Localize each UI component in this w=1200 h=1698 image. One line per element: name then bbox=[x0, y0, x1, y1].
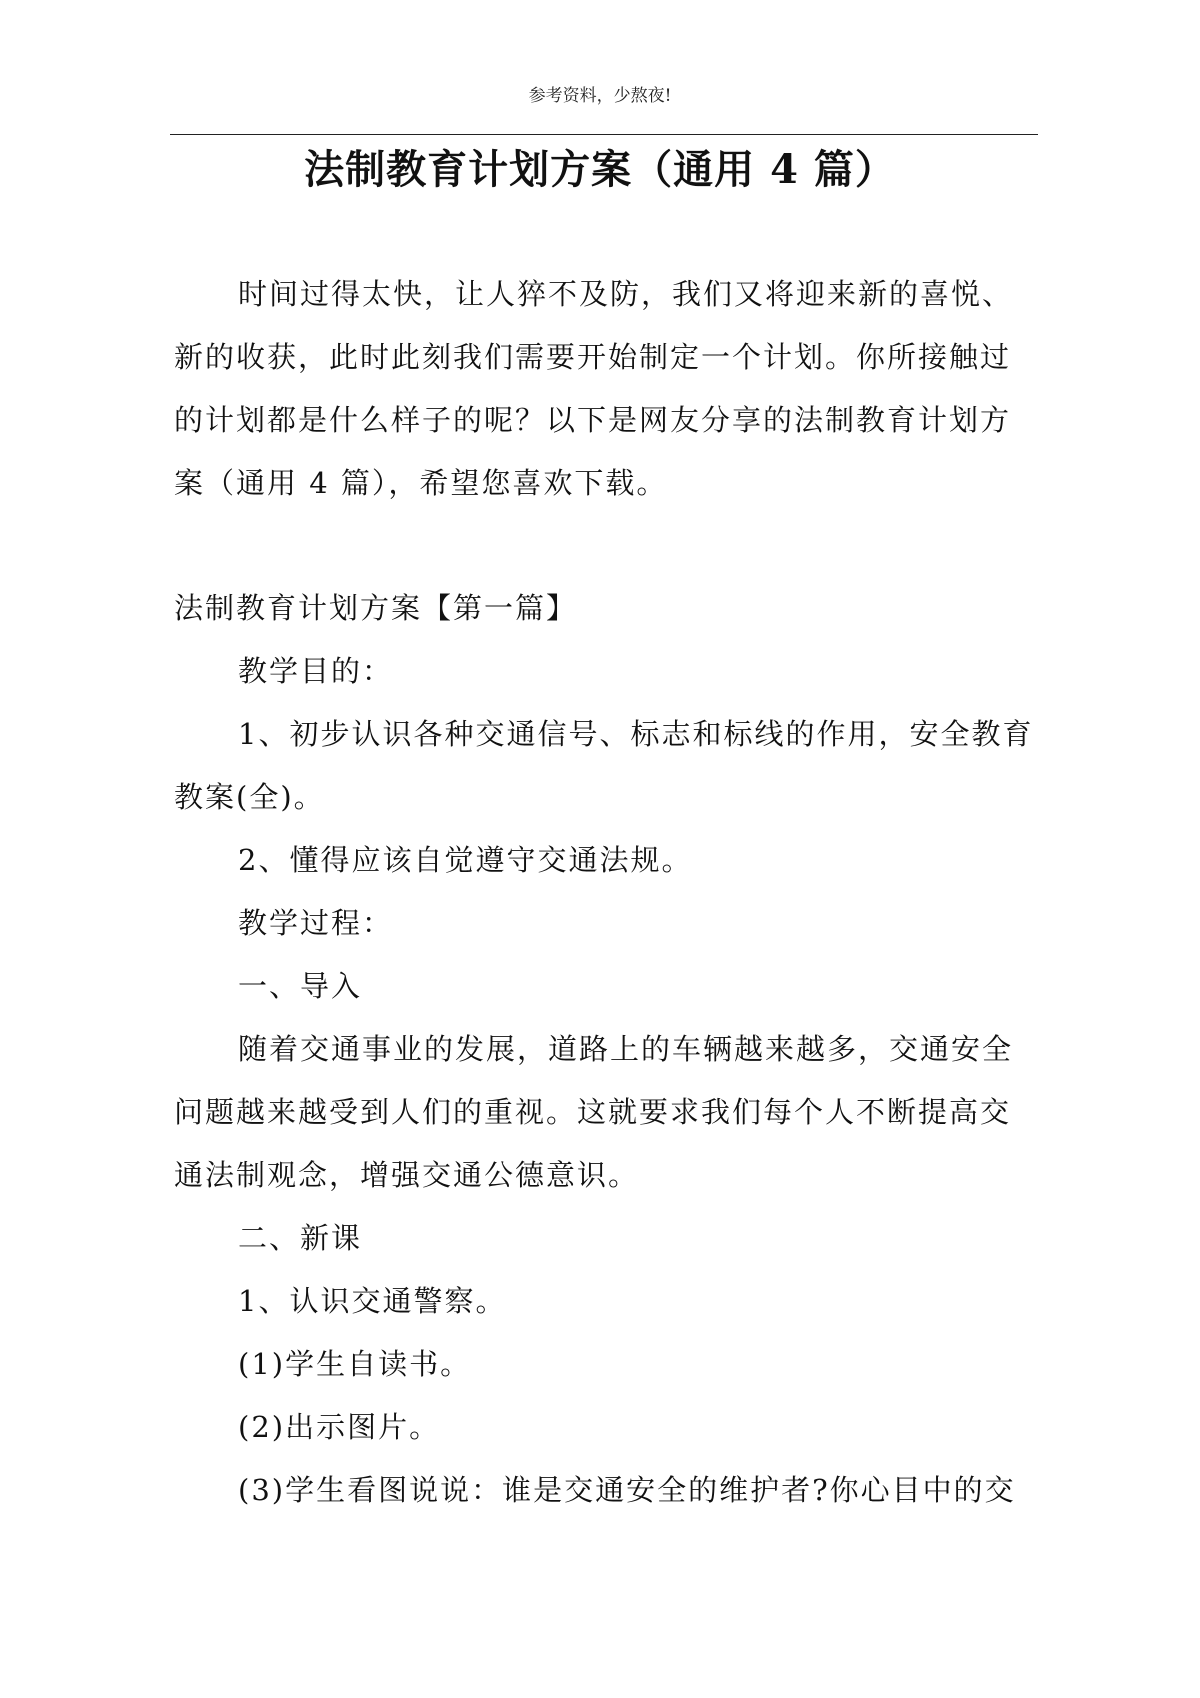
paragraph-process-label: 教学过程： bbox=[238, 906, 394, 940]
paragraph-step-1-2: (2)出示图片。 bbox=[238, 1410, 441, 1444]
paragraph-step-1-3: (3)学生看图说说：谁是交通安全的维护者?你心目中的交 bbox=[238, 1473, 1016, 1507]
paragraph-objective-2: 2、懂得应该自觉遵守交通法规。 bbox=[238, 843, 693, 877]
paragraph-objective-label: 教学目的： bbox=[238, 654, 394, 688]
section-heading: 法制教育计划方案【第一篇】 bbox=[174, 591, 578, 625]
document-title: 法制教育计划方案（通用 4 篇） bbox=[304, 146, 896, 193]
paragraph-newlesson-heading: 二、新课 bbox=[238, 1221, 363, 1255]
paragraph-intro-heading: 一、导入 bbox=[238, 969, 363, 1003]
paragraph-intro-body: 随着交通事业的发展，道路上的车辆越来越多，交通安全问题越来越受到人们的重视。这就要求我们每个人不断提高交通法制观念，增强交通公德意识。 bbox=[174, 1032, 1014, 1192]
header-note: 参考资料，少熬夜! bbox=[528, 86, 672, 106]
section-body bbox=[174, 577, 1040, 1522]
paragraph-objective-1: 1、初步认识各种交通信号、标志和标线的作用，安全教育教案(全)。 bbox=[174, 717, 1034, 814]
header-divider bbox=[170, 134, 1038, 135]
paragraph-step-1: 1、认识交通警察。 bbox=[238, 1284, 507, 1318]
intro-paragraph: 时间过得太快，让人猝不及防，我们又将迎来新的喜悦、新的收获，此时此刻我们需要开始制定一个计划。你所接触过的计划都是什么样子的呢？以下是网友分享的法制教育计划方案（通用 4 篇），希望您喜欢下载。 bbox=[174, 277, 1014, 500]
paragraph-step-1-1: (1)学生自读书。 bbox=[238, 1347, 472, 1381]
